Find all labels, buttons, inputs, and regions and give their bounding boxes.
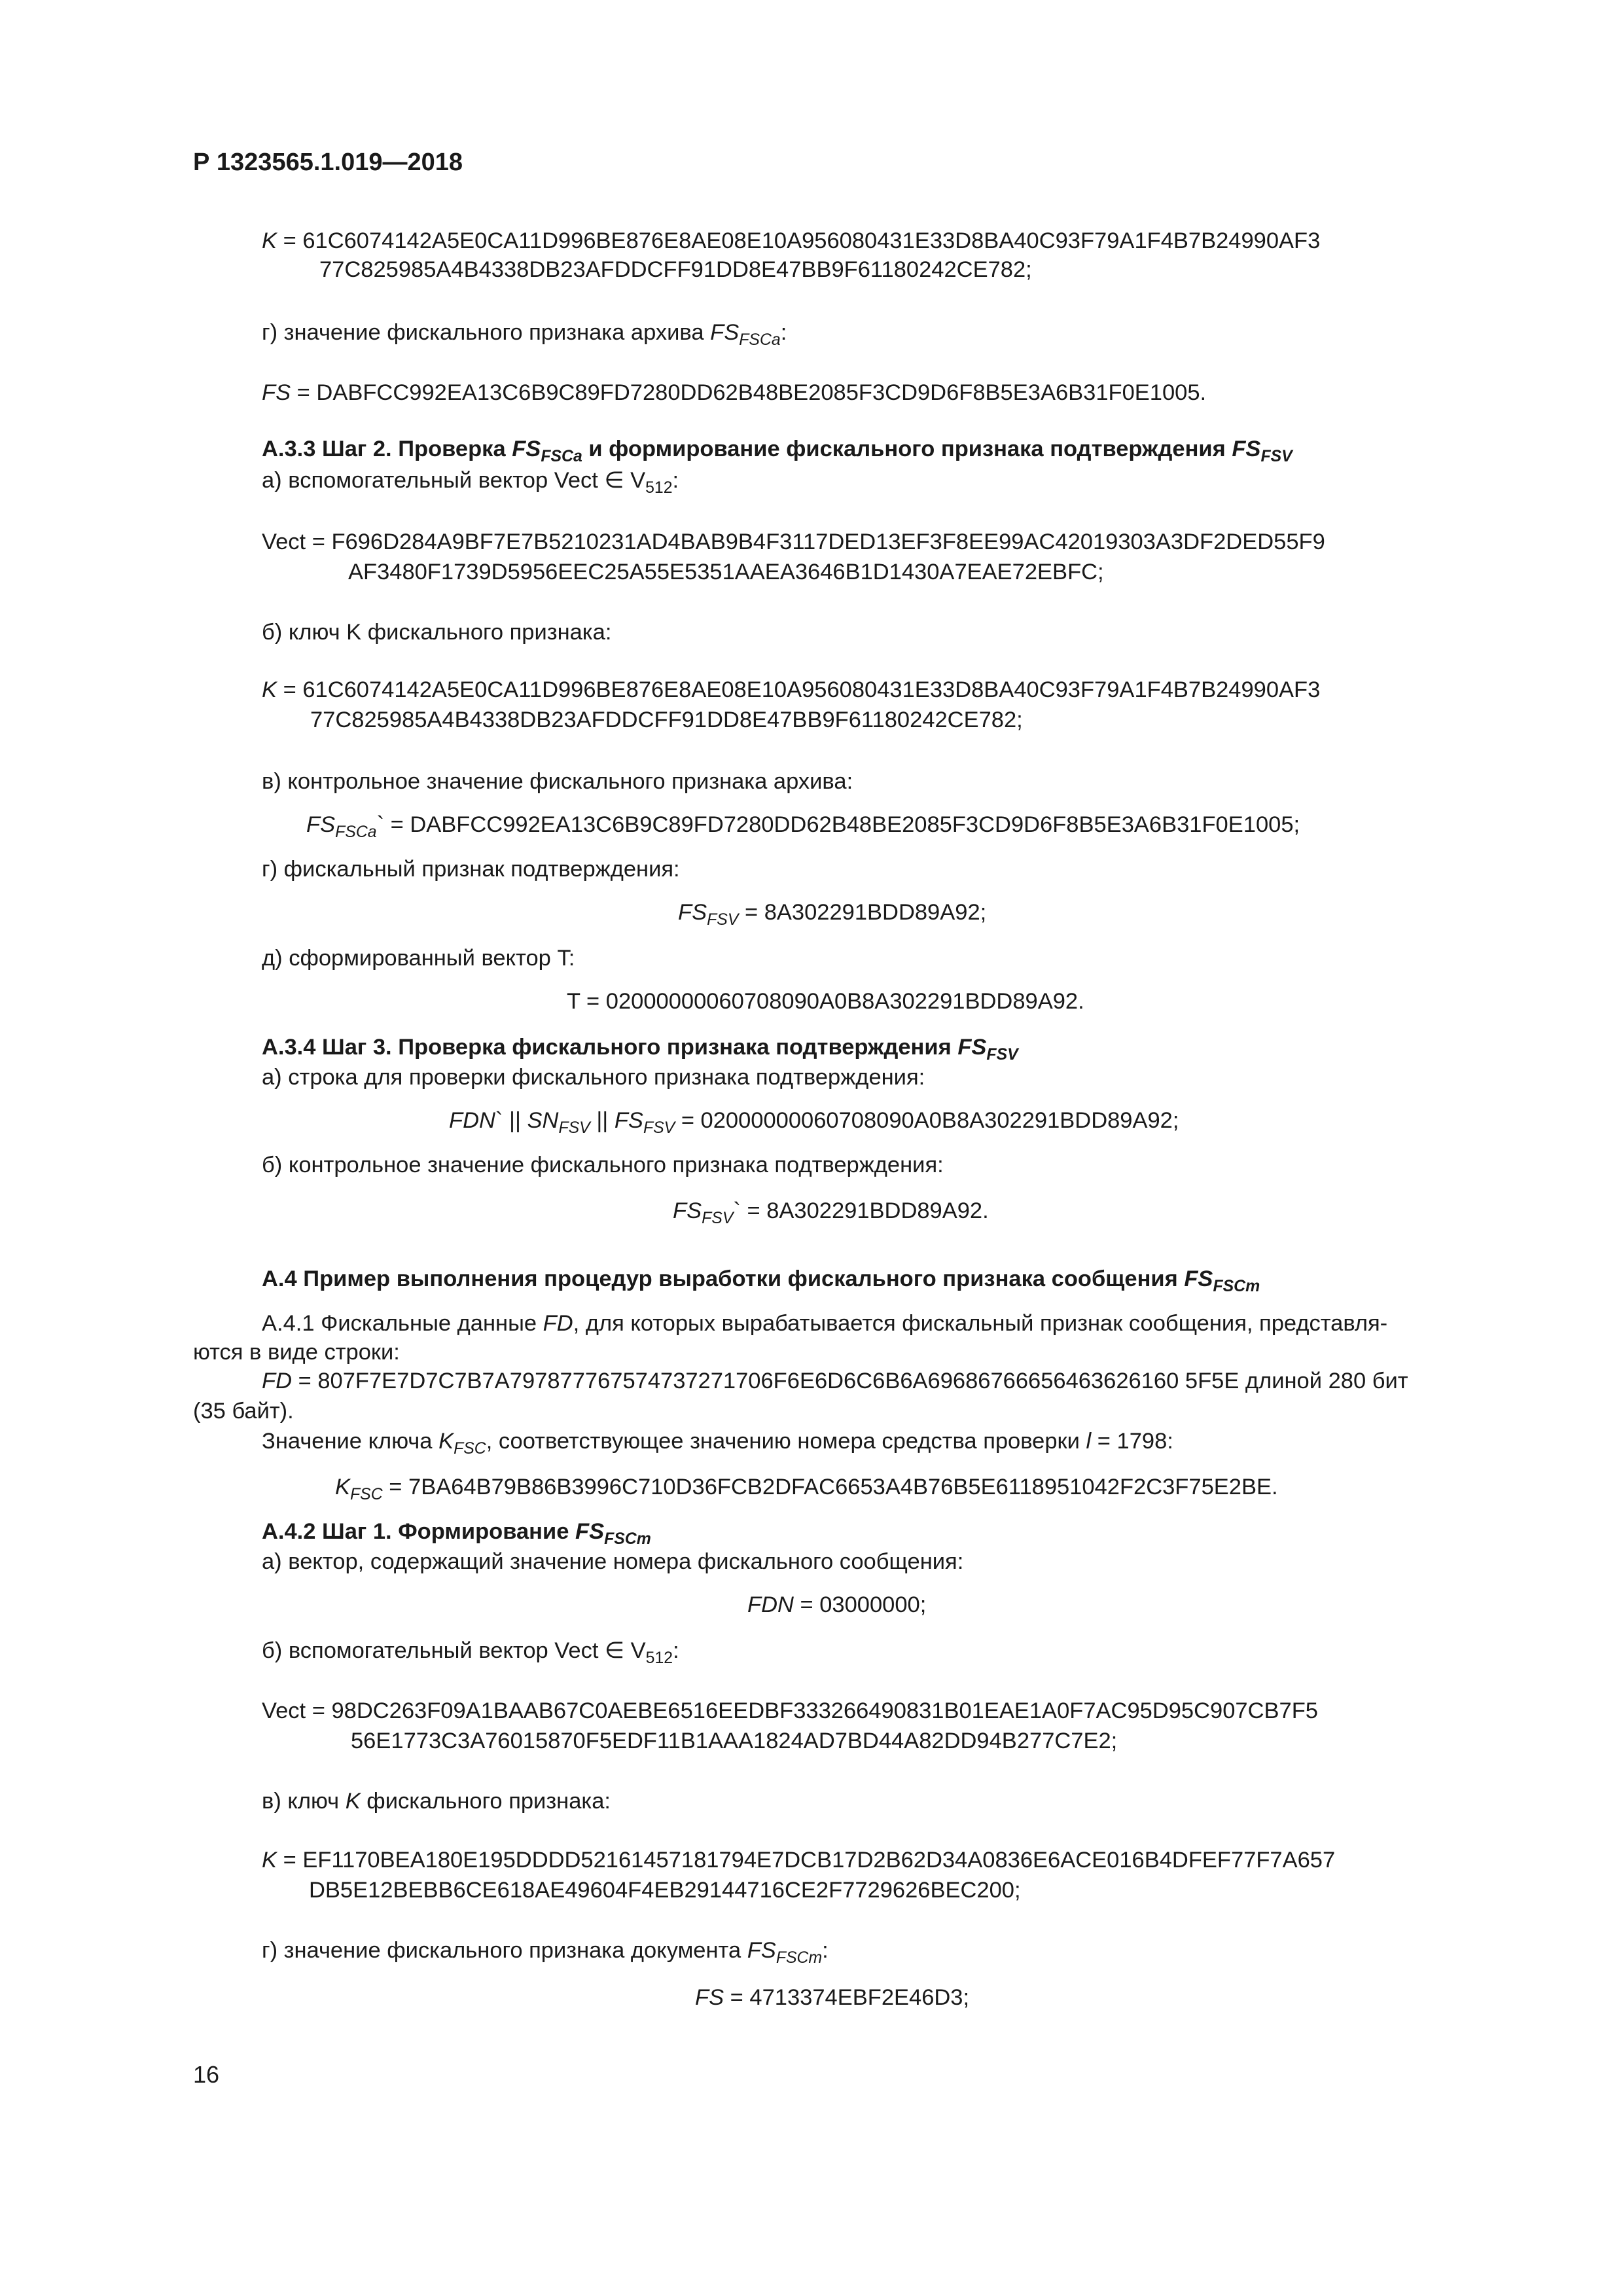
- kfsc-value: $K_{FSC}$ = 7BA64B79B86B3996C710D36FCB2DFAC6653A4B76B5E6118951042F2C3F75E2BE.: [335, 1475, 1278, 1503]
- fd-value-line2: (35 байт).: [193, 1399, 294, 1424]
- a42-vect-line1: Vect = 98DC263F09A1BAAB67C0AEBE6516EEDBF333266490831B01EAE1A0F7AC95D95C907CB7F5: [262, 1698, 1318, 1723]
- a33-fs-fsv: $FS_{FSV} = 8A302291BDD89A92$;: [678, 900, 987, 929]
- a34-check-string: FDN` || $SN_{FSV}$ || $FS_{FSV} = 02000000060708090A0B8A302291BDD89A92$;: [449, 1108, 1179, 1137]
- a34-item-b: б) контрольное значение фискального признака подтверждения:: [262, 1153, 944, 1177]
- a42-vect-line2: 56E1773C3A76015870F5EDF11B1AAA1824AD7BD44A82DD94B277C7E2;: [351, 1729, 1118, 1753]
- document-code: Р 1323565.1.019—2018: [193, 149, 463, 176]
- a33-key-line1: K = 61C6074142A5E0CA11D996BE876E8AE08E10A956080431E33D8BA40C93F79A1F4B7B24990AF3: [262, 677, 1321, 702]
- a42-item-g: г) значение фискального признака документа $FS_{FSCm}$:: [262, 1938, 829, 1967]
- a33-item-a: а) вспомогательный вектор Vect ∈ $V_{512}$:: [262, 468, 679, 497]
- a33-item-g: г) фискальный признак подтверждения:: [262, 857, 680, 882]
- a33-key-line2: 77C825985A4B4338DB23AFDDCFF91DD8E47BB9F61180242CE782;: [310, 708, 1023, 732]
- section-a42-title: А.4.2 Шаг 1. Формирование $FS_{FSCm}$: [262, 1519, 651, 1548]
- a33-vect-line1: Vect = F696D284A9BF7E7B5210231AD4BAB9B4F3117DED13EF3F8EE99AC42019303A3DF2DED55F9: [262, 529, 1325, 554]
- a33-vect-line2: AF3480F1739D5956EEC25A55E5351AAEA3646B1D1430A7EAE72EBFC;: [348, 560, 1104, 584]
- key-k-line2: 77C825985A4B4338DB23AFDDCFF91DD8E47BB9F61180242CE782;: [319, 257, 1032, 282]
- a42-fs-value: FS = 4713374EBF2E46D3;: [695, 1985, 970, 2010]
- fs-value: FS = DABFCC992EA13C6B9C89FD7280DD62B48BE2085F3CD9D6F8B5E3A6B31F0E1005.: [262, 380, 1207, 405]
- section-a34-title: А.3.4 Шаг 3. Проверка фискального признака подтверждения $FS_{FSV}$: [262, 1035, 1018, 1064]
- a33-item-d: д) сформированный вектор T:: [262, 946, 575, 971]
- section-a33-title: А.3.3 Шаг 2. Проверка $FS_{FSCa}$ и формирование фискального признака подтверждения $FS_{FSV}$: [262, 437, 1293, 465]
- a42-key-line1: K = EF1170BEA180E195DDDD52161457181794E7DCB17D2B62D34A0836E6ACE016B4DFEF77F7A657: [262, 1848, 1336, 1873]
- a41-paragraph-line2: ются в виде строки:: [193, 1340, 400, 1365]
- a42-key-line2: DB5E12BEBB6CE618AE49604F4EB29144716CE2F7729626BEC200;: [309, 1878, 1021, 1903]
- a42-item-b: б) вспомогательный вектор Vect ∈ $V_{512}$:: [262, 1638, 679, 1667]
- key-k-line1: K = 61C6074142A5E0CA11D996BE876E8AE08E10A956080431E33D8BA40C93F79A1F4B7B24990AF3: [262, 228, 1321, 253]
- section-a4-title: А.4 Пример выполнения процедур выработки фискального признака сообщения $FS_{FSCm}$: [262, 1266, 1260, 1295]
- a41-paragraph-line1: А.4.1 Фискальные данные FD, для которых вырабатывается фискальный признак сообщения, представля-: [262, 1311, 1388, 1336]
- a34-item-a: а) строка для проверки фискального признака подтверждения:: [262, 1065, 925, 1090]
- a34-fs-fsv-check: $FS_{FSV}` = 8A302291BDD89A92$.: [673, 1198, 989, 1227]
- a33-vector-t: T = 02000000060708090A0B8A302291BDD89A92.: [567, 989, 1084, 1014]
- page-number: 16: [193, 2061, 220, 2088]
- a42-item-a: а) вектор, содержащий значение номера фискального сообщения:: [262, 1549, 964, 1574]
- a33-item-b: б) ключ K фискального признака:: [262, 620, 612, 645]
- a42-fdn-value: FDN = 03000000;: [747, 1592, 927, 1617]
- a42-item-v: в) ключ K фискального признака:: [262, 1789, 611, 1814]
- kfsc-caption: Значение ключа $K_{FSC}$, соответствующее значению номера средства проверки l = 1798:: [262, 1429, 1173, 1458]
- fd-value-line1: FD = 807F7E7D7C7B7A797877767574737271706F6E6D6C6B6A69686766656463626160 5F5E длиной 280 бит: [262, 1369, 1408, 1393]
- a33-item-v: в) контрольное значение фискального признака архива:: [262, 769, 853, 794]
- a33-fs-fsca-check: $FS_{FSCa}`$ = DABFCC992EA13C6B9C89FD7280DD62B48BE2085F3CD9D6F8B5E3A6B31F0E1005;: [306, 812, 1300, 841]
- fs-fsca-caption: г) значение фискального признака архива $FS_{FSCa}$:: [262, 320, 787, 349]
